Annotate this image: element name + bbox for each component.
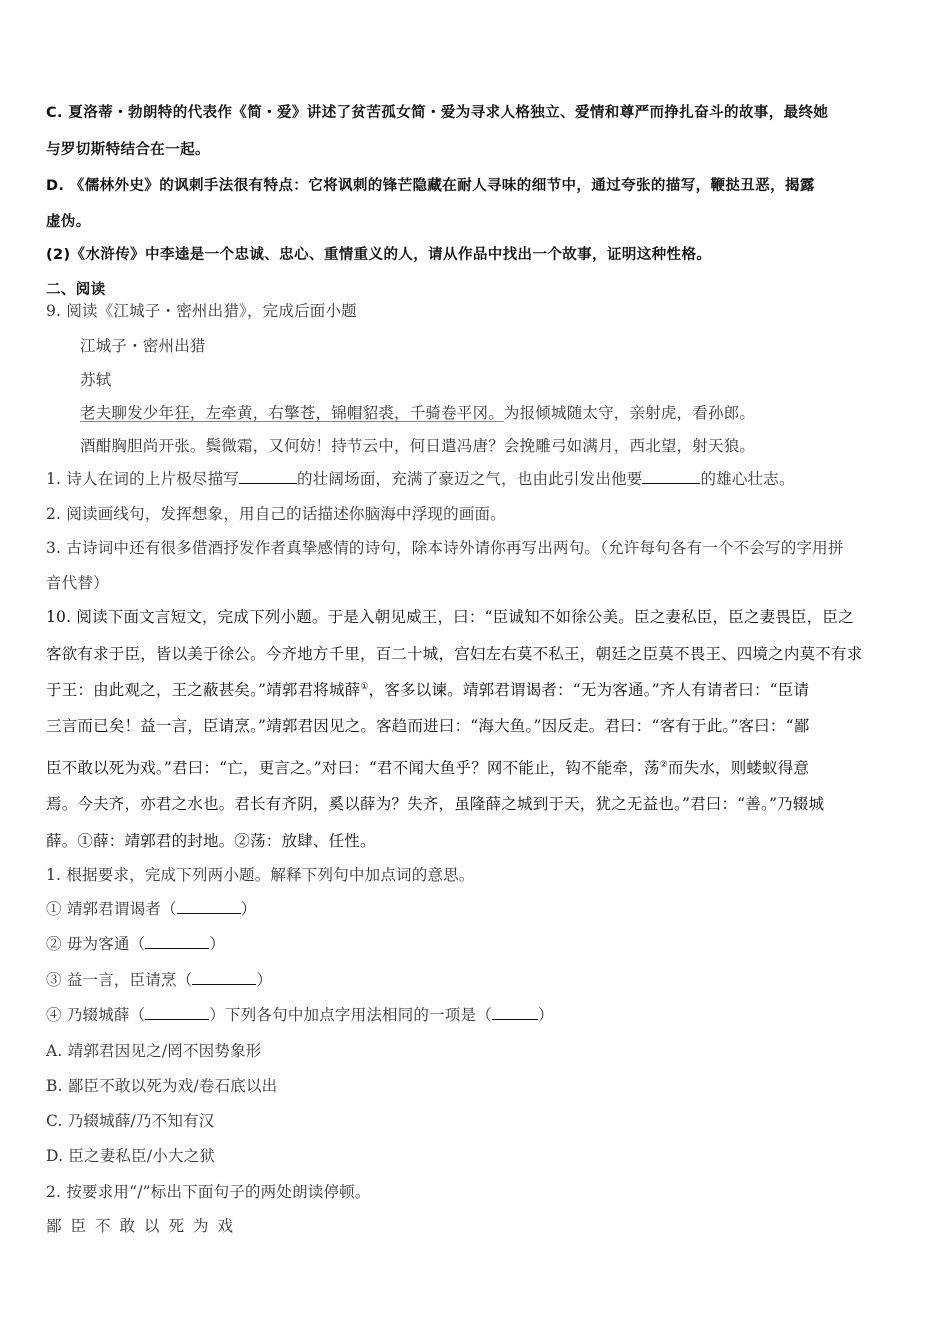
answer-blank[interactable] [145,934,209,949]
q10-line1: 10. 阅读下面文言短文，完成下列小题。于是入朝见威王，曰：“臣诚知不如徐公美。臣之妻私臣，臣之妻畏臣，臣之 [46,608,854,626]
answer-blank[interactable] [492,1005,538,1020]
q9-sub3-line2: 音代替） [46,574,109,592]
option-d-line2: 虚伪。 [46,214,91,230]
poem-line-1 [80,403,755,423]
q10-line5: 臣不敢以死为戏。”君曰：“亡，更言之。”对曰：“君不闻大鱼乎？网不能止，钩不能牵，荡②而失水，则蝼蚁得意 [46,759,810,777]
verse-rest: 为报倾城随太守，亲射虎，看孙郎。 [503,404,756,422]
underlined-verse: 老夫聊发少年狂，左牵黄，右擎苍，锦帽貂裘，千骑卷平冈。 [80,404,504,422]
answer-blank[interactable] [239,469,297,484]
q10-line7: 薛。①薛：靖郭君的封地。②荡：放肆、任性。 [46,832,376,850]
q10-item-2: ② 毋为客通（ ） [46,935,226,953]
question-2: (2)《水浒传》中李逵是一个忠诚、忠心、重情重义的人，请从作品中找出一个故事，证明这种性格。 [46,247,712,263]
q9-sub2: 2. 阅读画线句，发挥想象，用自己的话描述你脑海中浮现的画面。 [46,505,506,523]
option-a: A. 靖郭君因见之/罔不因势象形 [46,1042,262,1060]
q10-sub1: 1. 根据要求，完成下列两小题。解释下列句中加点词的意思。 [46,866,475,884]
poem-title: 江城子・密州出猎 [80,337,206,355]
poem-author: 苏轼 [80,371,112,389]
option-b: B. 鄙臣不敢以死为戏/卷石底以出 [46,1077,278,1095]
section-title: 二、阅读 [46,282,106,298]
answer-blank[interactable] [177,899,241,914]
q10-item-4: ④ 乃辍城薛（ ）下列各句中加点字用法相同的一项是（ ） [46,1006,554,1024]
q10-sub2: 2. 按要求用“/”标出下面句子的两处朗读停顿。 [46,1183,371,1201]
footnote-marker-2: ② [659,759,668,770]
q9-sub1: 1. 诗人在词的上片极尽描写 的壮阔场面，充满了豪迈之气，也由此引发出他要 的雄心壮志。 [46,470,795,488]
option-c-line1: C. 夏洛蒂・勃朗特的代表作《简・爱》讲述了贫苦孤女简・爱为寻求人格独立、爱情和尊严而挣扎奋斗的故事，最终她 [46,105,829,121]
q10-line3: 于王：由此观之，王之蔽甚矣。”靖郭君将城薛①，客多以谏。靖郭君谓谒者：“无为客通。”齐人有请者曰：“臣请 [46,681,810,699]
q9-sub3-line1: 3. 古诗词中还有很多借酒抒发作者真挚感情的诗句，除本诗外请你再写出两句。（允许每句各有一个不会写的字用拼 [46,539,844,557]
option-c-line2: 与罗切斯特结合在一起。 [46,142,210,158]
answer-blank[interactable] [192,970,256,985]
q10-line4: 三言而已矣！益一言，臣请烹。”靖郭君因见之。客趋而进曰：“海大鱼。”因反走。君曰：“客有于此。”客曰：“鄙 [46,717,810,735]
q10-item-3: ③ 益一言，臣请烹（ ） [46,971,273,989]
q9-prompt: 9. 阅读《江城子・密州出猎》，完成后面小题 [46,302,357,320]
q10-item-1: ① 靖郭君谓谒者（ ） [46,900,257,918]
option-c: C. 乃辍城薛/乃不知有汉 [46,1112,215,1130]
q10-line6: 焉。今夫齐，亦君之水也。君长有齐阴，奚以薛为？失齐，虽隆薛之城到于天，犹之无益也。”君曰：“善。”乃辍城 [46,795,825,813]
answer-blank[interactable] [642,469,700,484]
option-d: D. 臣之妻私臣/小大之狱 [46,1147,216,1165]
answer-blank[interactable] [145,1005,209,1020]
poem-line-2: 酒酣胸胆尚开张。鬓微霜，又何妨！持节云中，何日遣冯唐？会挽雕弓如满月，西北望，射天狼。 [80,437,756,455]
option-d-line1: D. 《儒林外史》的讽刺手法很有特点：它将讽刺的锋芒隐藏在耐人寻味的细节中，通过夸张的描写，鞭挞丑恶，揭露 [46,178,815,194]
footnote-marker-1: ① [360,681,369,692]
pause-sentence: 鄙臣不敢以死为戏 [46,1217,243,1235]
q10-line2: 客欲有求于臣，皆以美于徐公。今齐地方千里，百二十城，宫妇左右莫不私王，朝廷之臣莫不畏王、四境之内莫不有求 [46,645,863,663]
